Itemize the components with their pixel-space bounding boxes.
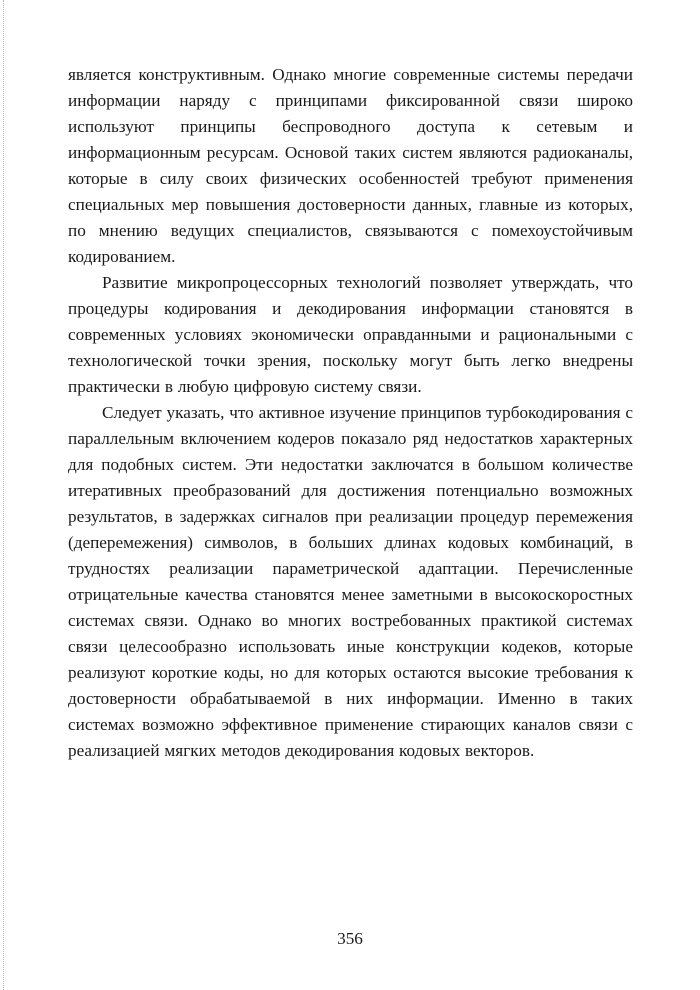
page-edge-border: [3, 0, 4, 990]
page-number: 356: [337, 929, 363, 948]
document-page: [68, 62, 633, 764]
paragraph-2: Развитие микропроцессорных технологий позволяет утверждать, что процедуры кодирования и декодирования информации становятся в современных условиях экономически оправданными и рациональными с технологической точки зрения, поскольку могут быть легко внедрены практически в любую цифровую систему связи.: [68, 273, 633, 396]
paragraph-3: Следует указать, что активное изучение принципов турбокодирования с параллельным включением кодеров показало ряд недостатков характерных для подобных систем. Эти недостатки заключатся в большом количестве итеративных преобразований для достижения потенциально возможных результатов, в задержках сигналов при реализации процедур перемежения (деперемежения) символов, в больших длинах кодовых комбинаций, в трудностях реализации параметрической адаптации. Перечисленные отрицательные качества становятся менее заметными в высокоскоростных системах связи. Однако во многих востребованных практикой системах связи целесообразно использовать иные конструкции кодеков, которые реализуют короткие коды, но для которых остаются высокие требования к достоверности обрабатываемой в них информации. Именно в таких системах возможно эффективное применение стирающих каналов связи с реализацией мягких методов декодирования кодовых векторов.: [68, 403, 633, 760]
paragraph-1: является конструктивным. Однако многие современные системы передачи информации наряду с принципами фиксированной связи широко используют принципы беспроводного доступа к сетевым и информационным ресурсам. Основой таких систем являются радиоканалы, которые в силу своих физических особенностей требуют применения специальных мер повышения достоверности данных, главные из которых, по мнению ведущих специалистов, связываются с помехоустойчивым кодированием.: [68, 65, 633, 266]
